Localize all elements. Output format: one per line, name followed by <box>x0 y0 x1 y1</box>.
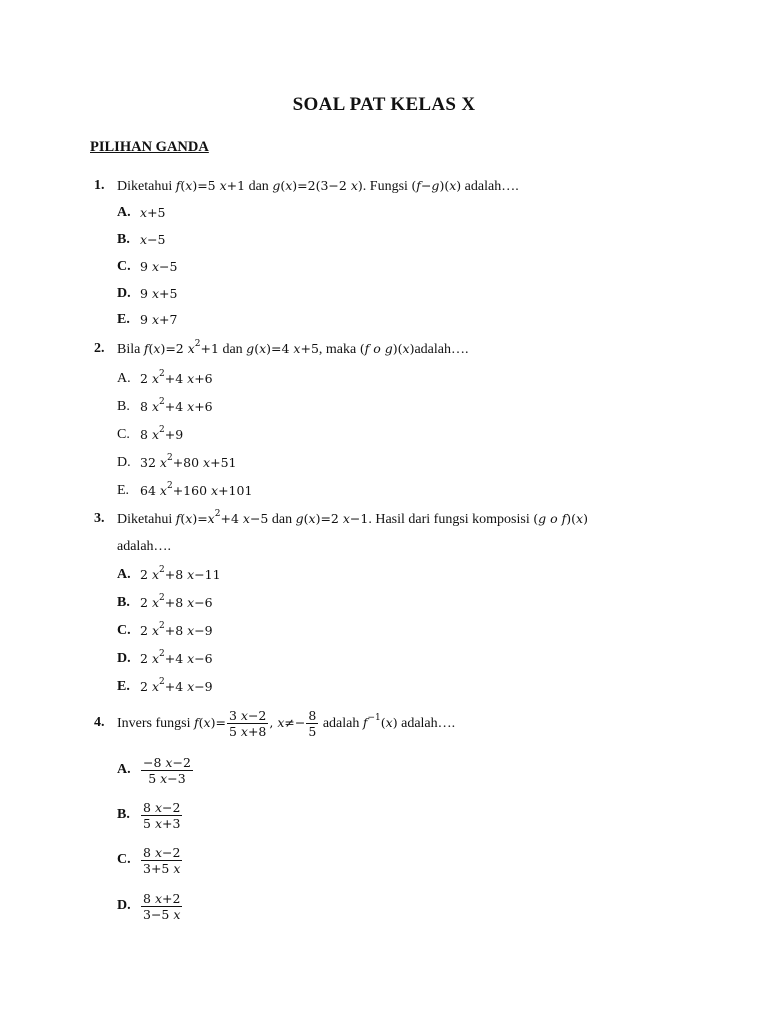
option-text: 9 x+5 <box>140 286 178 301</box>
option-letter: D. <box>117 286 131 301</box>
option-text: 32 $x^2+80$ x+51 <box>140 452 237 470</box>
option-text: 9 x+7 <box>140 312 178 327</box>
option-letter: D. <box>117 651 131 666</box>
option-letter: B. <box>117 399 130 414</box>
option-letter: B. <box>117 807 130 822</box>
question-number: 4. <box>94 715 105 730</box>
option-letter: E. <box>117 312 130 327</box>
option-letter: D. <box>117 455 131 470</box>
option-letter: A. <box>117 567 131 582</box>
option-letter: C. <box>117 623 131 638</box>
option-letter: C. <box>117 427 130 442</box>
fraction: $\frac{8}{5}$ <box>308 708 317 739</box>
option-letter: A. <box>117 371 131 386</box>
fraction: $\frac{3 x-2}{5 x+8}$ <box>228 708 267 739</box>
option-text: 8 $x^2+4$ x+6 <box>140 396 213 414</box>
fraction: $\frac{8 x-2}{3+5 x}$ <box>143 845 181 876</box>
option-text: 64 $x^2+160$ x+101 <box>140 480 253 498</box>
section-heading: PILIHAN GANDA <box>90 139 209 155</box>
question-text: Bila f(x)=2 $x^2+1$ dan g(x)=4 x+5, maka (f o g)(x)adalah…. <box>117 338 469 357</box>
question-text: Diketahui $f(x)=x^2+4$ x−5 dan g(x)=2 x−1. Hasil dari fungsi komposisi (g o f)(x) <box>117 508 588 527</box>
option-letter: D. <box>117 898 131 913</box>
option-text: x+5 <box>140 205 166 220</box>
fraction: $\frac{-8 x-2}{5 x-3}$ <box>143 755 191 786</box>
question-text-cont: adalah…. <box>117 539 172 554</box>
option-text: 2 $x^2+4$ x−9 <box>140 676 213 694</box>
option-text: 9 x−5 <box>140 259 178 274</box>
fraction: $\frac{8 x-2}{5 x+3}$ <box>143 800 181 831</box>
question-number: 1. <box>94 178 105 193</box>
fraction: $\frac{8 x+2}{3-5 x}$ <box>143 891 181 922</box>
option-text: x−5 <box>140 232 166 247</box>
option-text: 2 $x^2+4$ x−6 <box>140 648 213 666</box>
option-letter: A. <box>117 205 131 220</box>
option-letter: C. <box>117 852 131 867</box>
option-text: 2 $x^2+8$ x−11 <box>140 564 221 582</box>
option-text: 2 $x^2+8$ x−6 <box>140 592 213 610</box>
option-letter: E. <box>117 483 130 498</box>
question-text: Invers fungsi f(x)= $\frac{3 x-2}{5 x+8}$ , x≠− $\frac{8}{5}$ adalah $f^{-1}(x)$ adalah…. <box>117 708 456 739</box>
option-letter: B. <box>117 232 130 247</box>
option-text: 2 $x^2+8$ x−9 <box>140 620 213 638</box>
option-letter: B. <box>117 595 130 610</box>
option-text: 8 $x^2+9$ <box>140 424 184 442</box>
question-number: 2. <box>94 341 105 356</box>
page-title: SOAL PAT KELAS X <box>292 94 476 115</box>
question-text: Diketahui f(x)=5 x+1 dan g(x)=2(3−2 x). Fungsi (f−g)(x) adalah…. <box>117 178 519 194</box>
option-letter: E. <box>117 679 130 694</box>
option-letter: A. <box>117 762 131 777</box>
option-letter: C. <box>117 259 131 274</box>
option-text: 2 $x^2+4$ x+6 <box>140 368 213 386</box>
question-number: 3. <box>94 511 105 526</box>
